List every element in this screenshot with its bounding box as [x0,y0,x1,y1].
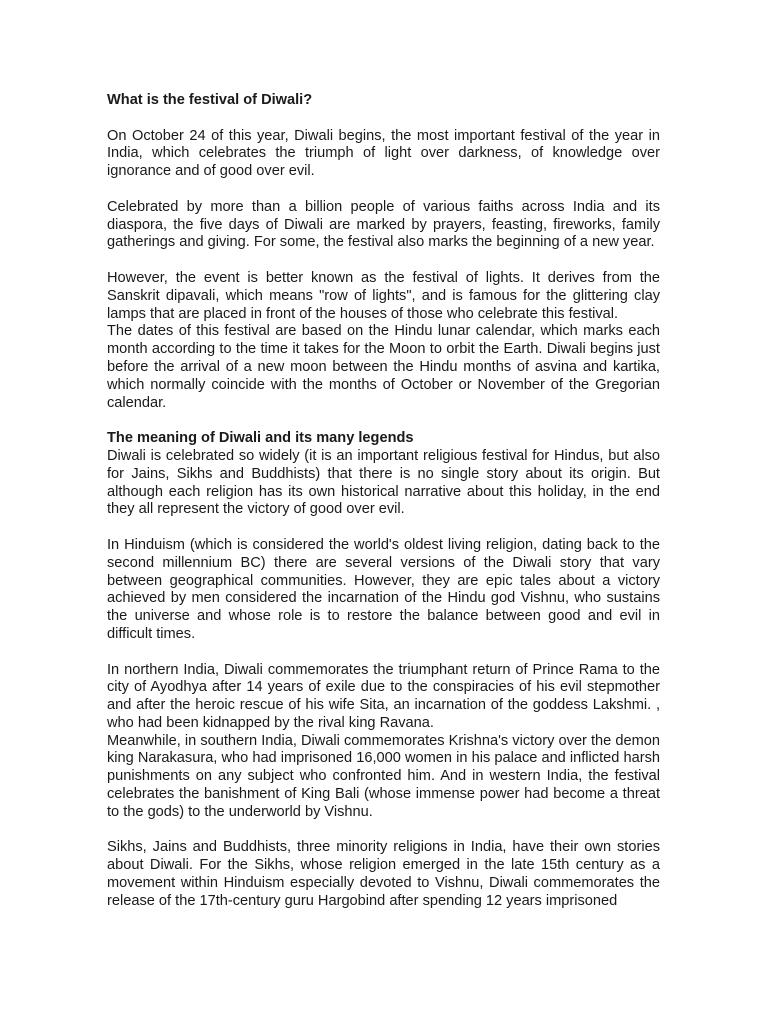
paragraph: Meanwhile, in southern India, Diwali commemorates Krishna's victory over the demon king Narakasura, who had imprisoned 16,000 women in his palace and inflicted harsh punishments on any subject who confronted him. And in western India, the festival celebrates the banishment of King Bali (whose immense power had become a threat to the gods) to the underworld by Vishnu. [107,732,660,820]
paragraph: On October 24 of this year, Diwali begins, the most important festival of the year in India, which celebrates the triumph of light over darkness, of knowledge over ignorance and of good over evil. [107,127,660,180]
paragraph: In northern India, Diwali commemorates the triumphant return of Prince Rama to the city of Ayodhya after 14 years of exile due to the conspiracies of his evil stepmother and after the heroic rescue of his wife Sita, an incarnation of the goddess Lakshmi. , who had been kidnapped by the rival king Ravana. [107,661,660,731]
paragraph: In Hinduism (which is considered the world's oldest living religion, dating back to the second millennium BC) there are several versions of the Diwali story that vary between geographical communities. However, they are epic tales about a victory achieved by men considered the incarnation of the Hindu god Vishnu, who sustains the universe and whose role is to restore the balance between good and evil in difficult times. [107,536,660,642]
section-heading: The meaning of Diwali and its many legends [107,430,414,447]
paragraph: The dates of this festival are based on the Hindu lunar calendar, which marks each month according to the time it takes for the Moon to orbit the Earth. Diwali begins just before the arrival of a new moon between the Hindu months of asvina and kartika, which normally coincide with the months of October or November of the Gregorian calendar. [107,323,660,411]
document-title: What is the festival of Diwali? [107,92,313,108]
document-body [107,92,660,911]
paragraph: However, the event is better known as the festival of lights. It derives from the Sanskrit dipavali, which means "row of lights", and is famous for the glittering clay lamps that are placed in front of the houses of those who celebrate this festival. [107,269,660,322]
paragraph: Diwali is celebrated so widely (it is an important religious festival for Hindus, but also for Jains, Sikhs and Buddhists) that there is no single story about its origin. But although each religion has its own historical narrative about this holiday, in the end they all represent the victory of good over evil. [107,447,660,518]
paragraph: Sikhs, Jains and Buddhists, three minority religions in India, have their own stories about Diwali. For the Sikhs, whose religion emerged in the late 15th century as a movement within Hinduism especially devoted to Vishnu, Diwali commemorates the release of the 17th-century guru Hargobind after spending 12 years imprisoned [107,839,660,909]
paragraph: Celebrated by more than a billion people of various faiths across India and its diaspora, the five days of Diwali are marked by prayers, feasting, fireworks, family gatherings and giving. For some, the festival also marks the beginning of a new year. [107,198,660,251]
